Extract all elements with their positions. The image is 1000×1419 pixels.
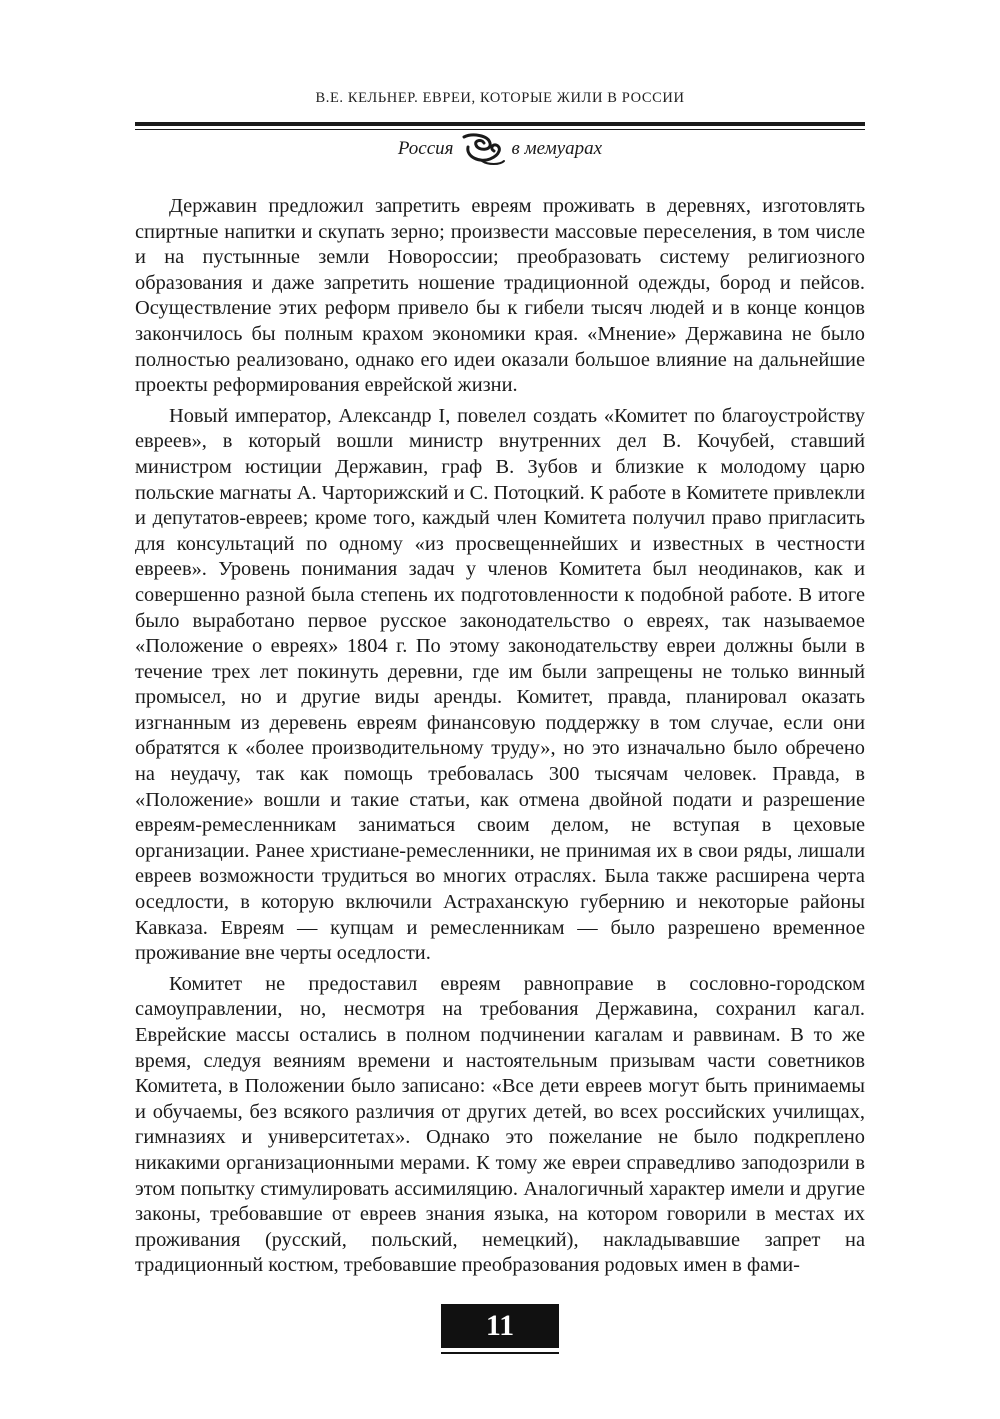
series-title-left: Россия [397,138,454,159]
paragraph-2: Новый император, Александр I, повелел создать «Комитет по благоустройству евреев», в который вошли министр внутренних дел В. Кочубей, ставший министром юстиции Державин, граф В. Зубов и близкие к молодому царю польские магнаты А. Чарторижский и С. Потоцкий. К работе в Комитете привлекли и депутатов-евреев; кроме того, каждый член Комитета получил право пригласить для консультаций по одному «из просвещеннейших и известных в честности евреев». Уровень понимания задач у членов Комитета был неодинаков, как и совершенно разной была степень их подготовленности к подобной работе. В итоге было выработано первое русское законодательство о евреях, так называемое «Положение о евреях» 1804 г. По этому законодательству евреи должны были в течение трех лет покинуть деревни, где им были запрещены не только винный промысел, но и другие виды аренды. Комитет, правда, планировал оказать изгнанным из деревень евреям финансовую поддержку в том случае, если они обратятся к «более производительному труду», но это изначально было обречено на неудачу, так как помощь требовалась 300 тысячам человек. Правда, в «Положение» вошли и такие статьи, как отмена двойной подати и разрешение евреям-ремесленникам заниматься своим делом, не вступая в цеховые организации. Ранее христиане-ремесленники, не принимая их в свои ряды, лишали евреев возможности трудиться во многих отраслях. Была также расширена черта оседлости, в которую включили Астраханскую губернию и некоторые районы Кавказа. Евреям — купцам и ремесленникам — было разрешено временное проживание вне черты оседлости. [135,404,865,965]
running-title: В.Е. КЕЛЬНЕР. ЕВРЕИ, КОТОРЫЕ ЖИЛИ В РОССИИ [315,90,685,106]
header-rule-thick [135,122,865,126]
paragraph-3: Комитет не предоставил евреям равноправие в сословно-городском самоуправлении, но, несмотря на требования Державина, сохранил кагал. Еврейские массы остались в полном подчинении кагалам и раввинам. В то же время, следуя веяниям времени и настоятельным призывам части советников Комитета, в Положении было записано: «Все дети евреев могут быть принимаемы и обучаемы, без всякого различия от других детей, во всех российских училищах, гимназиях и университетах». Однако это пожелание не было подкреплено никакими организационными мерами. К тому же евреи справедливо заподозрили в этом попытку стимулировать ассимиляцию. Аналогичный характер имели и другие законы, требовавшие от евреев знания языка, на котором говорили в местах их проживания (русский, польский, немецкий), накладывавшие запрет на традиционный костюм, требовавшие преобразования родовых имен в фами- [135,972,865,1277]
series-title-right: в мемуарах [511,138,603,159]
ornament-icon [458,131,508,167]
series-title [135,131,865,167]
header-rule-thin [135,129,865,130]
page-number: 11 [441,1304,559,1348]
page-number-underline [441,1352,559,1354]
paragraph-1: Державин предложил запретить евреям проживать в деревнях, изготовлять спиртные напитки и скупать зерно; произвести массовые переселения, в том числе и на пустынные земли Новороссии; преобразовать систему религиозного образования и даже запретить ношение традиционной одежды, бород и пейсов. Осуществление этих реформ привело бы к гибели тысяч людей и в конце концов закончилось бы полным крахом экономики края. «Мнение» Державина не было полностью реализовано, однако его идеи оказали большое влияние на дальнейшие проекты реформирования еврейской жизни. [135,195,865,397]
body-text [135,194,865,1279]
